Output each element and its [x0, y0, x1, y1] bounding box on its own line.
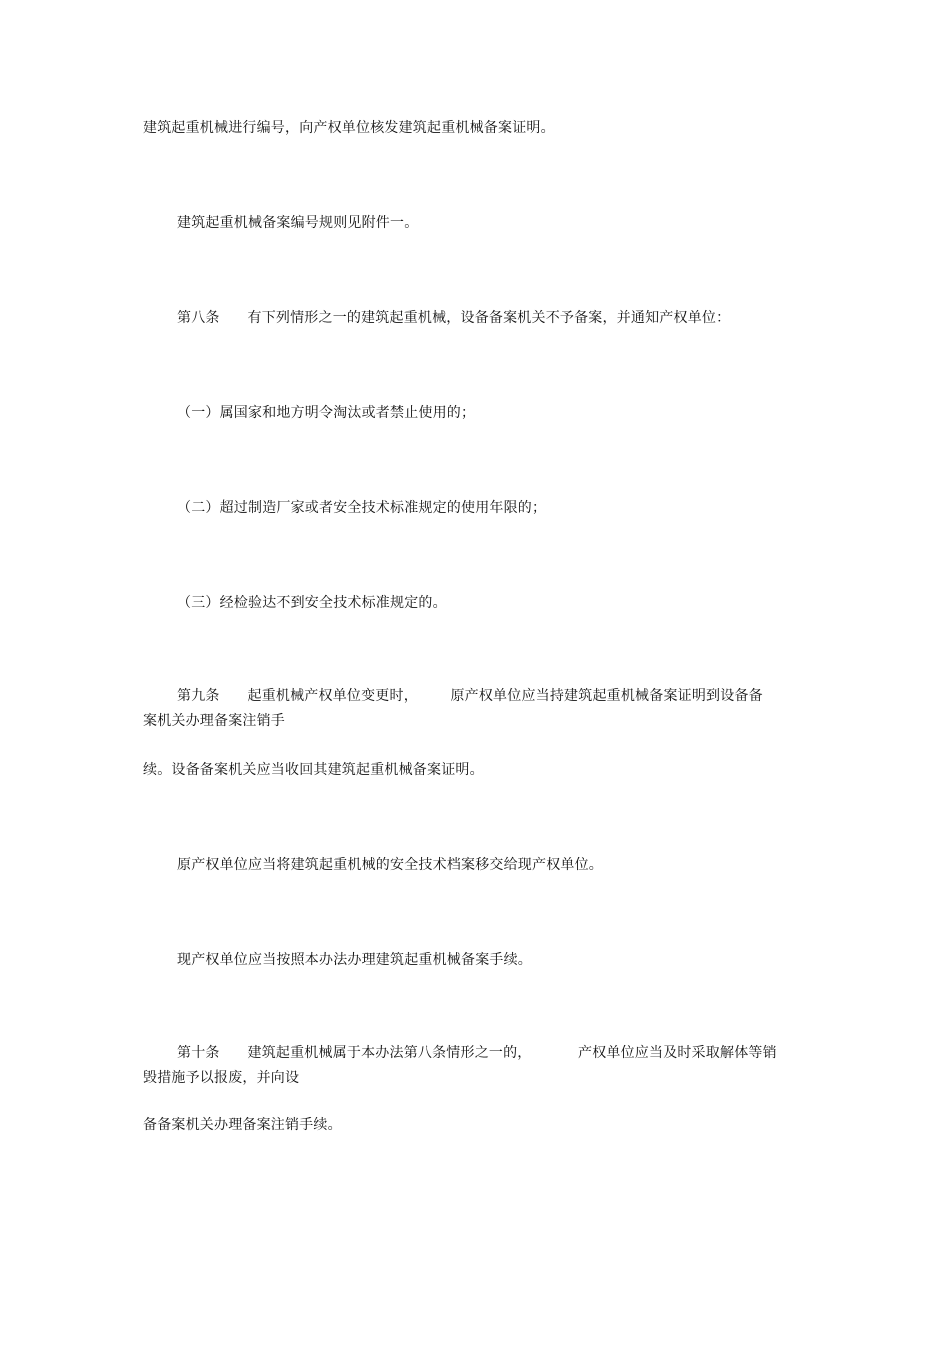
paragraph-line: 原产权单位应当将建筑起重机械的安全技术档案移交给现产权单位。 [177, 857, 603, 873]
paragraph-line: 毁措施予以报废，并向设 [143, 1070, 300, 1086]
article-10-heading-line: 第十条 建筑起重机械属于本办法第八条情形之一的， 产权单位应当及时采取解体等销 [177, 1045, 777, 1061]
paragraph-line: 案机关办理备案注销手 [143, 713, 285, 729]
paragraph-line: 建筑起重机械备案编号规则见附件一。 [177, 215, 419, 231]
paragraph-line: 现产权单位应当按照本办法办理建筑起重机械备案手续。 [177, 952, 532, 968]
list-item: （二）超过制造厂家或者安全技术标准规定的使用年限的； [177, 500, 547, 516]
paragraph-line: 建筑起重机械进行编号，向产权单位核发建筑起重机械备案证明。 [143, 120, 555, 136]
article-9-heading-line: 第九条 起重机械产权单位变更时， 原产权单位应当持建筑起重机械备案证明到设备备 [177, 688, 763, 704]
article-8-heading-line: 第八条 有下列情形之一的建筑起重机械，设备备案机关不予备案，并通知产权单位： [177, 310, 731, 326]
paragraph-line: 备备案机关办理备案注销手续。 [143, 1117, 342, 1133]
list-item: （三）经检验达不到安全技术标准规定的。 [177, 595, 447, 611]
paragraph-line: 续。设备备案机关应当收回其建筑起重机械备案证明。 [143, 762, 484, 778]
list-item: （一）属国家和地方明令淘汰或者禁止使用的； [177, 405, 476, 421]
